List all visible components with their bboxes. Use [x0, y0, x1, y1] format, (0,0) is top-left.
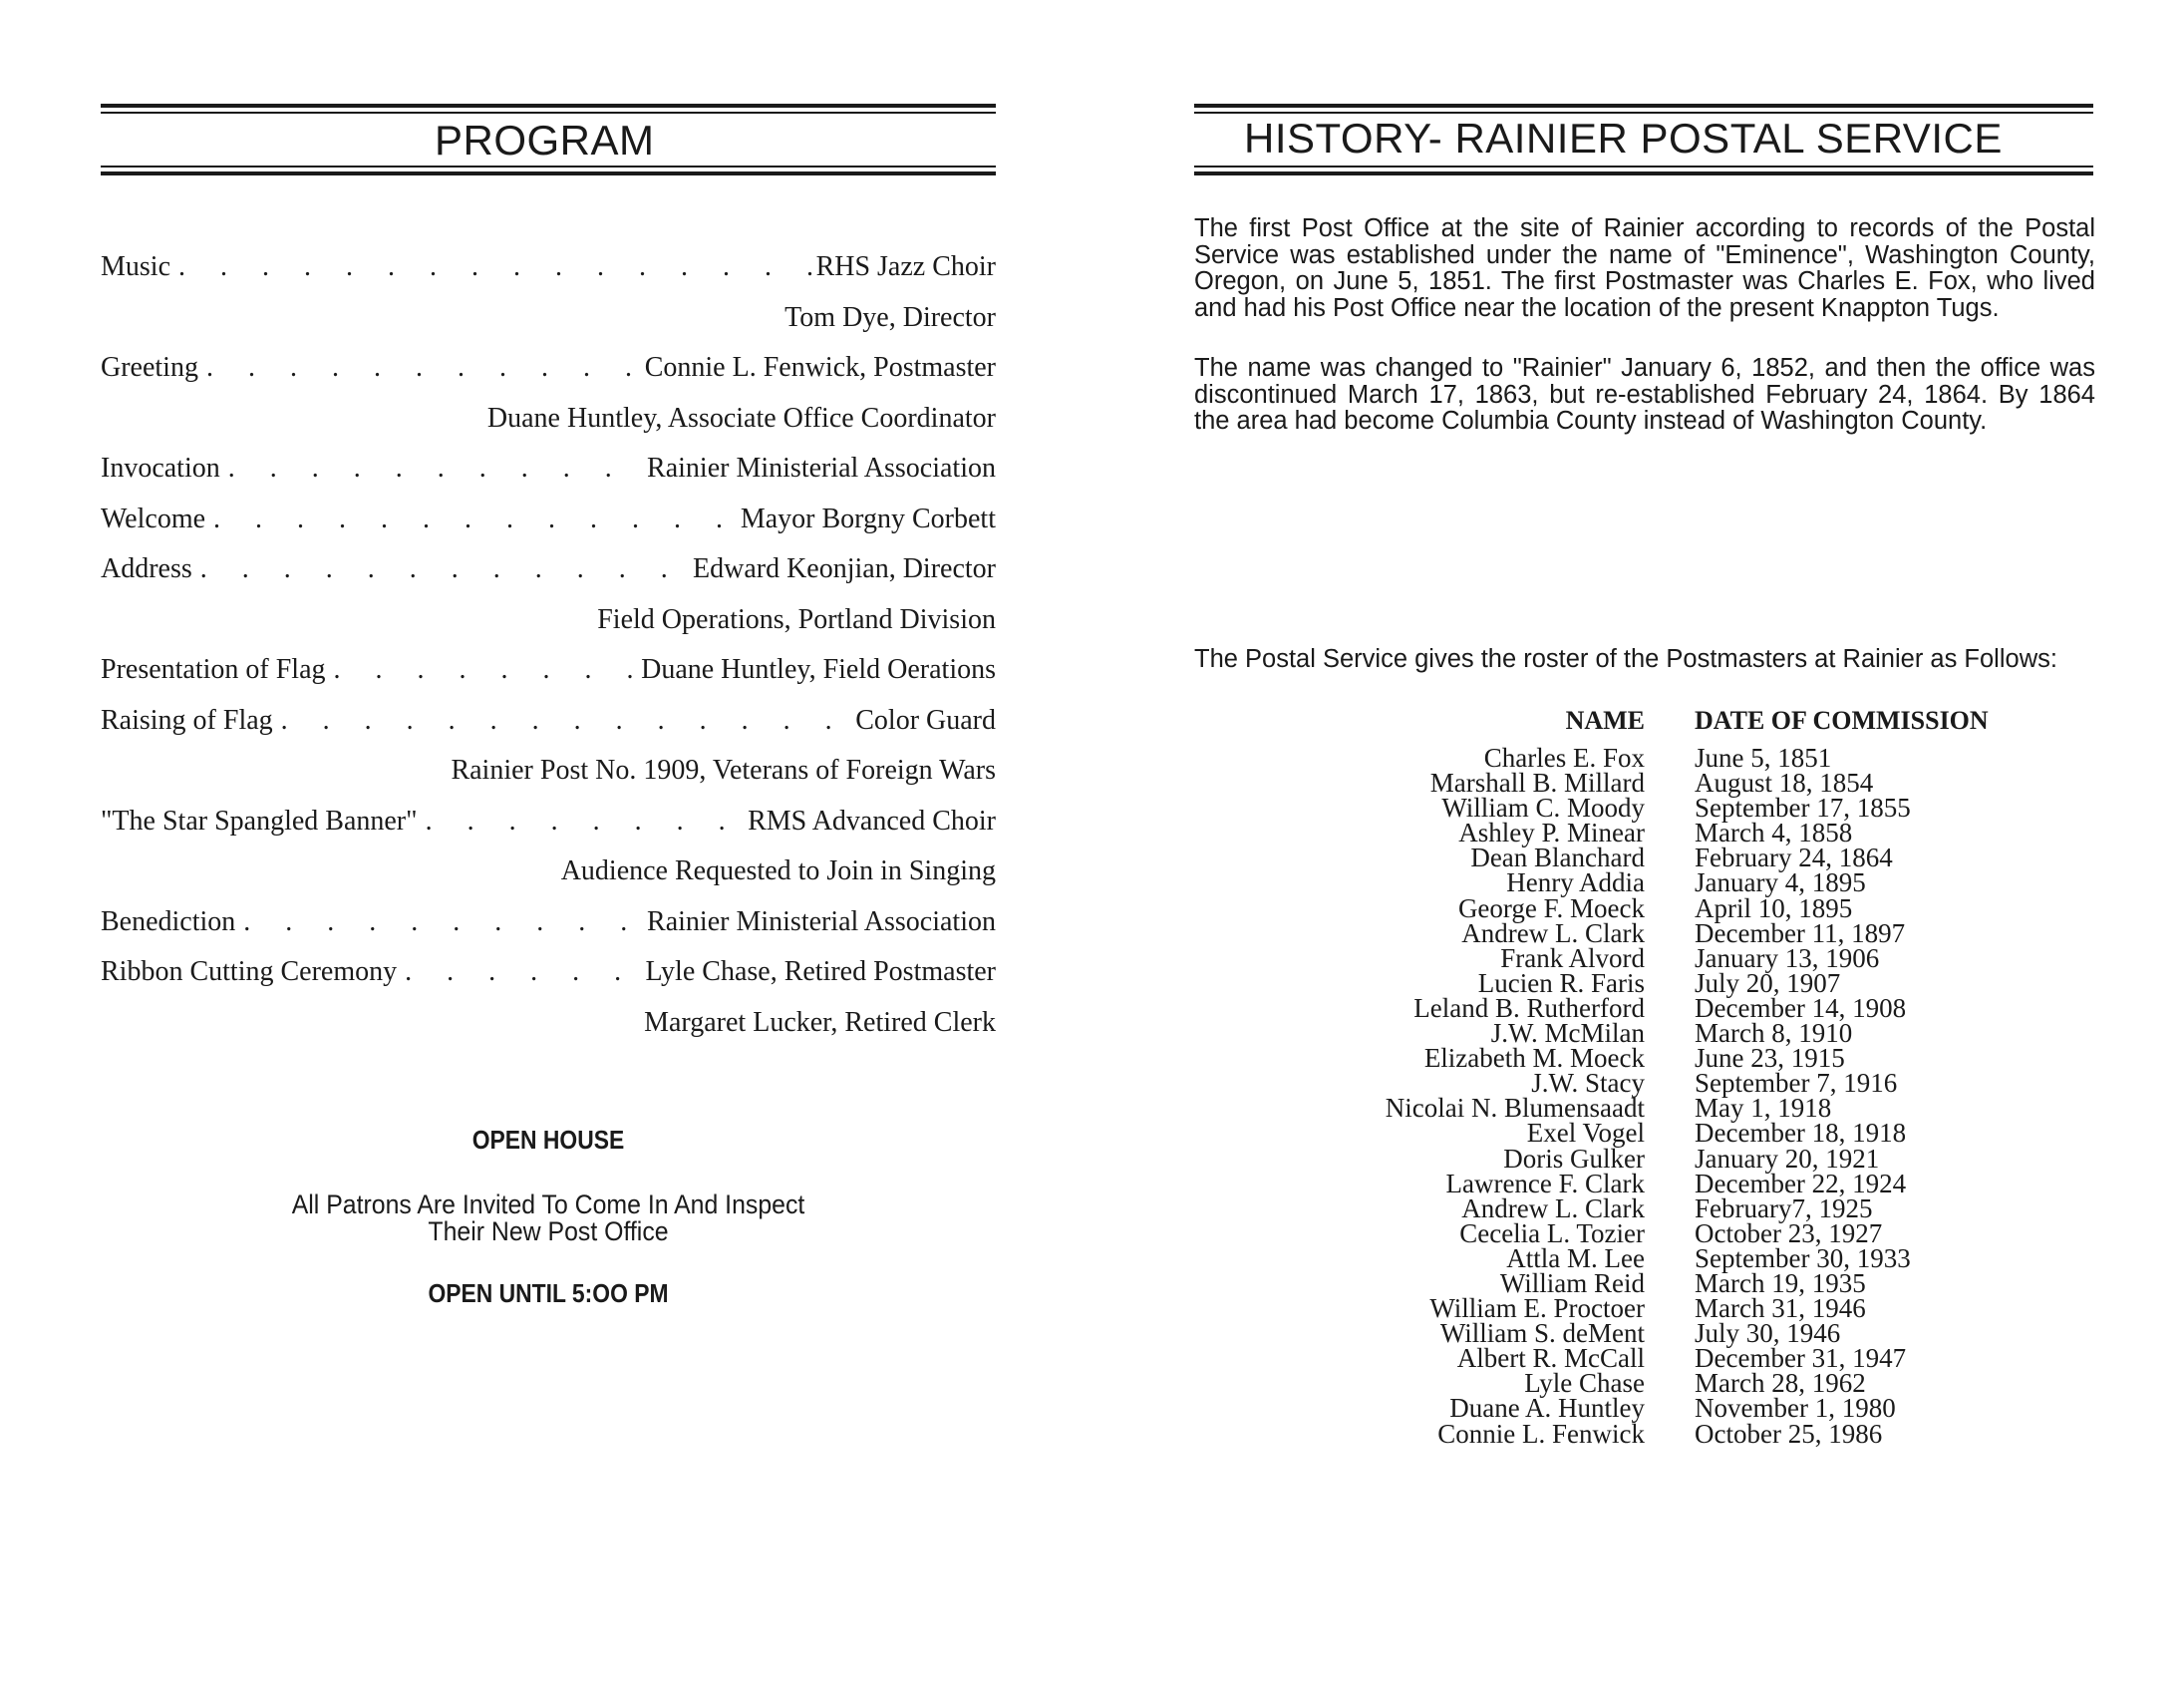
roster-name: Henry Addia	[1506, 867, 1645, 898]
roster-date: January 13, 1906	[1695, 942, 1880, 973]
program-item-value: Rainier Post No. 1909, Veterans of Foreign Wars	[451, 755, 996, 786]
roster-date: January 4, 1895	[1695, 867, 1866, 898]
program-row	[101, 1003, 996, 1054]
program-item-value: Tom Dye, Director	[784, 301, 996, 333]
roster-date: March 31, 1946	[1695, 1293, 1866, 1324]
program-row	[101, 600, 996, 651]
roster-name: Ashley P. Minear	[1458, 818, 1645, 848]
program-item-value: Duane Huntley, Field Oerations	[641, 654, 996, 685]
program-item-value: Mayor Borgny Corbett	[740, 503, 996, 534]
program-row	[101, 902, 996, 953]
roster-name: J.W. McMilan	[1490, 1018, 1645, 1049]
program-title: PROGRAM	[435, 117, 655, 164]
roster-date: August 18, 1854	[1695, 768, 1874, 799]
roster-header-date: DATE OF COMMISSION	[1695, 706, 1989, 735]
program-item-label: Presentation of Flag	[101, 654, 326, 685]
roster-names-column	[1296, 706, 1645, 1447]
program-top-rule-1	[101, 104, 996, 108]
roster-date: July 30, 1946	[1695, 1318, 1841, 1349]
open-house-hours: OPEN UNTIL 5:OO PM	[428, 1278, 669, 1308]
roster-date: June 5, 1851	[1695, 743, 1832, 773]
roster-name: Doris Gulker	[1503, 1143, 1645, 1174]
roster-date: March 28, 1962	[1695, 1368, 1866, 1399]
roster-date: January 20, 1921	[1695, 1143, 1880, 1174]
program-item-label: Music	[101, 251, 170, 282]
dot-leader	[198, 348, 645, 388]
history-top-rule-1	[1194, 104, 2093, 108]
program-item-value: Field Operations, Portland Division	[597, 603, 996, 635]
roster-name: Duane A. Huntley	[1449, 1393, 1645, 1424]
program-item-label: "The Star Spangled Banner"	[101, 805, 418, 837]
dot-leader	[220, 449, 647, 489]
roster-name: Charles E. Fox	[1483, 743, 1645, 773]
roster-name: Elizabeth M. Moeck	[1423, 1043, 1645, 1074]
history-paragraph-1: The first Post Office at the site of Rainier according to records of the Postal Service was established under the name of "Eminence", Washington County, Oregon, on June 5, 1851. The first Postmaster was Charles E. Fox, who lived and had his Post Office near the location of the present Knappton Tugs.	[1194, 214, 2095, 322]
program-row	[101, 399, 996, 450]
roster-name: Lyle Chase	[1524, 1368, 1645, 1399]
program-item-value: Margaret Lucker, Retired Clerk	[644, 1006, 996, 1038]
roster-date: October 25, 1986	[1695, 1418, 1883, 1449]
program-item-label: Ribbon Cutting Ceremony	[101, 956, 398, 987]
program-row	[101, 701, 996, 752]
roster-date: February 24, 1864	[1695, 843, 1893, 873]
roster-name: William S. deMent	[1439, 1318, 1645, 1349]
roster-name: Lawrence F. Clark	[1445, 1168, 1645, 1198]
program-item-value: Rainier Ministerial Association	[647, 905, 996, 937]
history-bottom-rule-1	[1194, 166, 2093, 168]
roster-date: December 18, 1918	[1695, 1118, 1907, 1149]
program-row	[101, 952, 996, 1003]
roster-date: February7, 1925	[1695, 1192, 1873, 1223]
program-item-value: Lyle Chase, Retired Postmaster	[645, 956, 996, 987]
dot-leader	[192, 549, 693, 589]
roster-date: September 30, 1933	[1695, 1242, 1911, 1273]
roster-name: George F. Moeck	[1457, 892, 1645, 923]
roster-name: Lucien R. Faris	[1477, 967, 1645, 998]
roster-date: December 11, 1897	[1695, 917, 1906, 948]
roster-date: March 4, 1858	[1695, 818, 1853, 848]
program-item-label: Benediction	[101, 905, 236, 937]
roster-date: May 1, 1918	[1695, 1093, 1832, 1124]
roster-name: Leland B. Rutherford	[1413, 992, 1645, 1023]
dot-leader	[205, 500, 741, 539]
roster-intro: The Postal Service gives the roster of the Postmasters at Rainier as Follows:	[1194, 645, 2057, 673]
roster-date: March 19, 1935	[1695, 1267, 1866, 1298]
history-title: HISTORY- RAINIER POSTAL SERVICE	[1244, 115, 2003, 162]
dot-leader	[170, 247, 816, 287]
history-bottom-rule-2	[1194, 171, 2093, 175]
program-row	[101, 650, 996, 701]
program-item-value: Edward Keonjian, Director	[693, 553, 996, 584]
roster-name: William E. Proctoer	[1429, 1293, 1645, 1324]
program-item-label: Raising of Flag	[101, 704, 273, 736]
roster-name: William Reid	[1499, 1267, 1645, 1298]
roster-name: Frank Alvord	[1500, 942, 1645, 973]
dot-leader	[235, 902, 647, 942]
dot-leader	[273, 701, 856, 741]
dot-leader	[326, 650, 642, 690]
program-item-value: Audience Requested to Join in Singing	[560, 855, 996, 886]
program-row	[101, 549, 996, 600]
program-row	[101, 348, 996, 399]
program-row	[101, 500, 996, 550]
program-row	[101, 298, 996, 349]
program-item-value: RMS Advanced Choir	[748, 805, 996, 837]
roster-date: November 1, 1980	[1695, 1393, 1896, 1424]
roster-date: December 14, 1908	[1695, 992, 1907, 1023]
dot-leader	[397, 952, 645, 992]
program-row	[101, 802, 996, 852]
history-top-rule-2	[1194, 112, 2093, 114]
program-list	[101, 247, 996, 1053]
program-item-label: Greeting	[101, 352, 198, 383]
program-item-label: Invocation	[101, 453, 220, 484]
roster-date: December 22, 1924	[1695, 1168, 1907, 1198]
program-row	[101, 247, 996, 298]
program-item-value: Color Guard	[855, 704, 996, 736]
roster-name: Nicolai N. Blumensaadt	[1385, 1093, 1645, 1124]
roster-date: July 20, 1907	[1695, 967, 1841, 998]
program-row	[101, 851, 996, 902]
roster-name: William C. Moody	[1441, 793, 1645, 824]
roster-date: September 17, 1855	[1695, 793, 1911, 824]
program-item-label: Address	[101, 553, 192, 584]
program-bottom-rule-2	[101, 171, 996, 175]
roster-date: September 7, 1916	[1695, 1068, 1898, 1099]
roster-name: Andrew L. Clark	[1461, 1192, 1645, 1223]
roster-name: Exel Vogel	[1526, 1118, 1645, 1149]
roster-dates-column	[1695, 706, 2073, 1447]
roster-name: Albert R. McCall	[1456, 1343, 1645, 1374]
program-item-value: Rainier Ministerial Association	[647, 453, 996, 484]
dot-leader	[418, 802, 749, 842]
roster-header-name: NAME	[1565, 706, 1645, 735]
roster-date: December 31, 1947	[1695, 1343, 1907, 1374]
open-house-title: OPEN HOUSE	[471, 1125, 625, 1155]
history-paragraph-2: The name was changed to "Rainier" January 6, 1852, and then the office was discontinued March 17, 1863, but re-established February 24, 1864. By 1864 the area had become Columbia County instead of Washington County.	[1194, 354, 2095, 435]
program-item-value: Connie L. Fenwick, Postmaster	[644, 352, 996, 383]
program-bottom-rule-1	[101, 166, 996, 168]
roster-date: April 10, 1895	[1695, 892, 1853, 923]
roster-name: Andrew L. Clark	[1461, 917, 1645, 948]
program-row	[101, 449, 996, 500]
program-top-rule-2	[101, 112, 996, 114]
program-row	[101, 751, 996, 802]
roster-name: Cecelia L. Tozier	[1459, 1217, 1645, 1248]
roster-name: J.W. Stacy	[1531, 1068, 1645, 1099]
roster-date: October 23, 1927	[1695, 1217, 1883, 1248]
program-item-value: Duane Huntley, Associate Office Coordinator	[486, 402, 996, 434]
open-house-line-1: All Patrons Are Invited To Come In And Inspect	[291, 1189, 805, 1219]
roster-name: Marshall B. Millard	[1429, 768, 1645, 799]
roster-name: Dean Blanchard	[1470, 843, 1645, 873]
program-item-label: Welcome	[101, 503, 206, 534]
open-house-line-2: Their New Post Office	[428, 1216, 669, 1246]
roster-date: June 23, 1915	[1695, 1043, 1845, 1074]
roster-date: March 8, 1910	[1695, 1018, 1853, 1049]
roster-name: Connie L. Fenwick	[1437, 1418, 1645, 1449]
open-house-invitation	[137, 1191, 960, 1245]
program-item-value: RHS Jazz Choir	[815, 251, 996, 282]
roster-name: Attla M. Lee	[1506, 1242, 1645, 1273]
